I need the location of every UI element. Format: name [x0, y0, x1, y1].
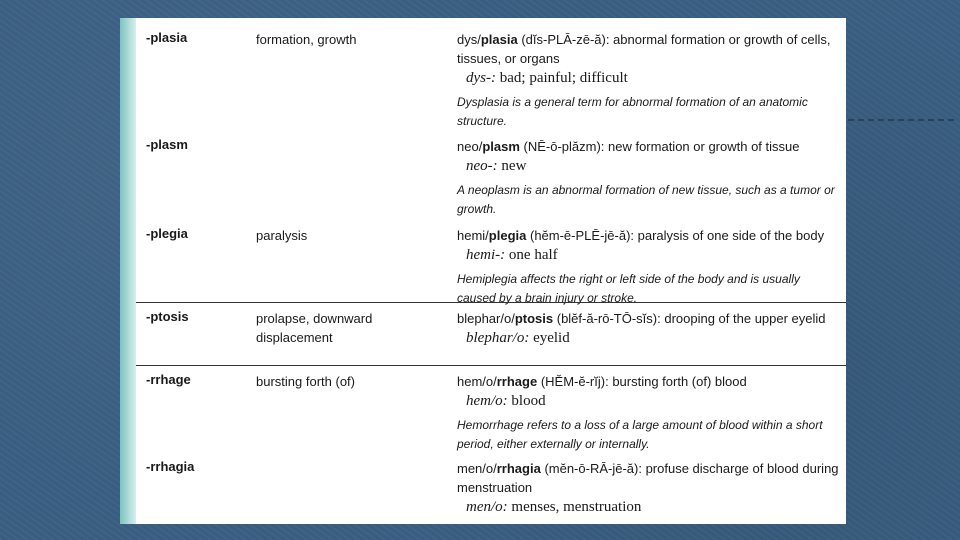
- example-term: men/o/rrhagia (mĕn-ō-RĀ-jē-ă): profuse discharge of blood during menstruation: [457, 461, 839, 495]
- suffix-detail: [457, 226, 843, 308]
- suffix-term: -rrhage: [146, 372, 191, 387]
- suffix-term: -plasm: [146, 137, 188, 152]
- suffix-detail: [457, 30, 843, 131]
- suffix-term: -ptosis: [146, 309, 189, 324]
- example-term: hemi/plegia (hĕm-ē-PLĒ-jē-ă): paralysis of one side of the body: [457, 228, 825, 243]
- page-accent-bar: [120, 18, 136, 524]
- table-row: [136, 220, 846, 305]
- suffix-detail: [457, 309, 843, 348]
- usage-note: Dysplasia is a general term for abnormal formation of an anatomic structure.: [457, 95, 808, 128]
- slide-decor-line: [848, 119, 954, 121]
- example-term: neo/plasm (NĒ-ō-plăzm): new formation or growth of tissue: [457, 139, 800, 154]
- suffix-meaning: bursting forth (of): [256, 374, 355, 389]
- usage-note: Hemorrhage refers to a loss of a large amount of blood within a short period, either externally or internally.: [457, 418, 823, 451]
- table-row: [136, 24, 846, 131]
- usage-note: A neoplasm is an abnormal formation of new tissue, such as a tumor or growth.: [457, 183, 835, 216]
- table-row: [136, 302, 846, 366]
- example-term: blephar/o/ptosis (blĕf-ă-rō-TŌ-sĭs): drooping of the upper eyelid: [457, 311, 826, 326]
- word-root: dys-: bad; painful; difficult: [466, 70, 628, 86]
- table-row: [136, 131, 846, 220]
- table-row: [136, 365, 846, 452]
- suffix-term: -plasia: [146, 30, 188, 45]
- suffix-term: -plegia: [146, 226, 188, 241]
- word-root: neo-: new: [466, 158, 527, 174]
- word-root: hem/o: blood: [466, 393, 546, 409]
- word-root: men/o: menses, menstruation: [466, 499, 642, 515]
- suffix-detail: [457, 137, 843, 219]
- suffix-meaning: prolapse, downward displacement: [256, 311, 373, 345]
- suffix-detail: [457, 372, 843, 454]
- example-term: hem/o/rrhage (HĔM-ĕ-rĭj): bursting forth (of) blood: [457, 374, 747, 389]
- word-root: blephar/o: eyelid: [466, 330, 570, 346]
- suffix-meaning: paralysis: [256, 228, 308, 243]
- usage-note: Hemiplegia affects the right or left side of the body and is usually caused by a brain injury or stroke.: [457, 272, 800, 305]
- suffix-meaning: formation, growth: [256, 32, 357, 47]
- example-term: dys/plasia (dĭs-PLĀ-zē-ă): abnormal formation or growth of cells, tissues, or organs: [457, 32, 831, 66]
- word-root: hemi-: one half: [466, 247, 558, 263]
- suffix-detail: [457, 459, 843, 517]
- suffix-term: -rrhagia: [146, 459, 195, 474]
- table-row: [136, 453, 846, 524]
- glossary-page: [120, 18, 846, 524]
